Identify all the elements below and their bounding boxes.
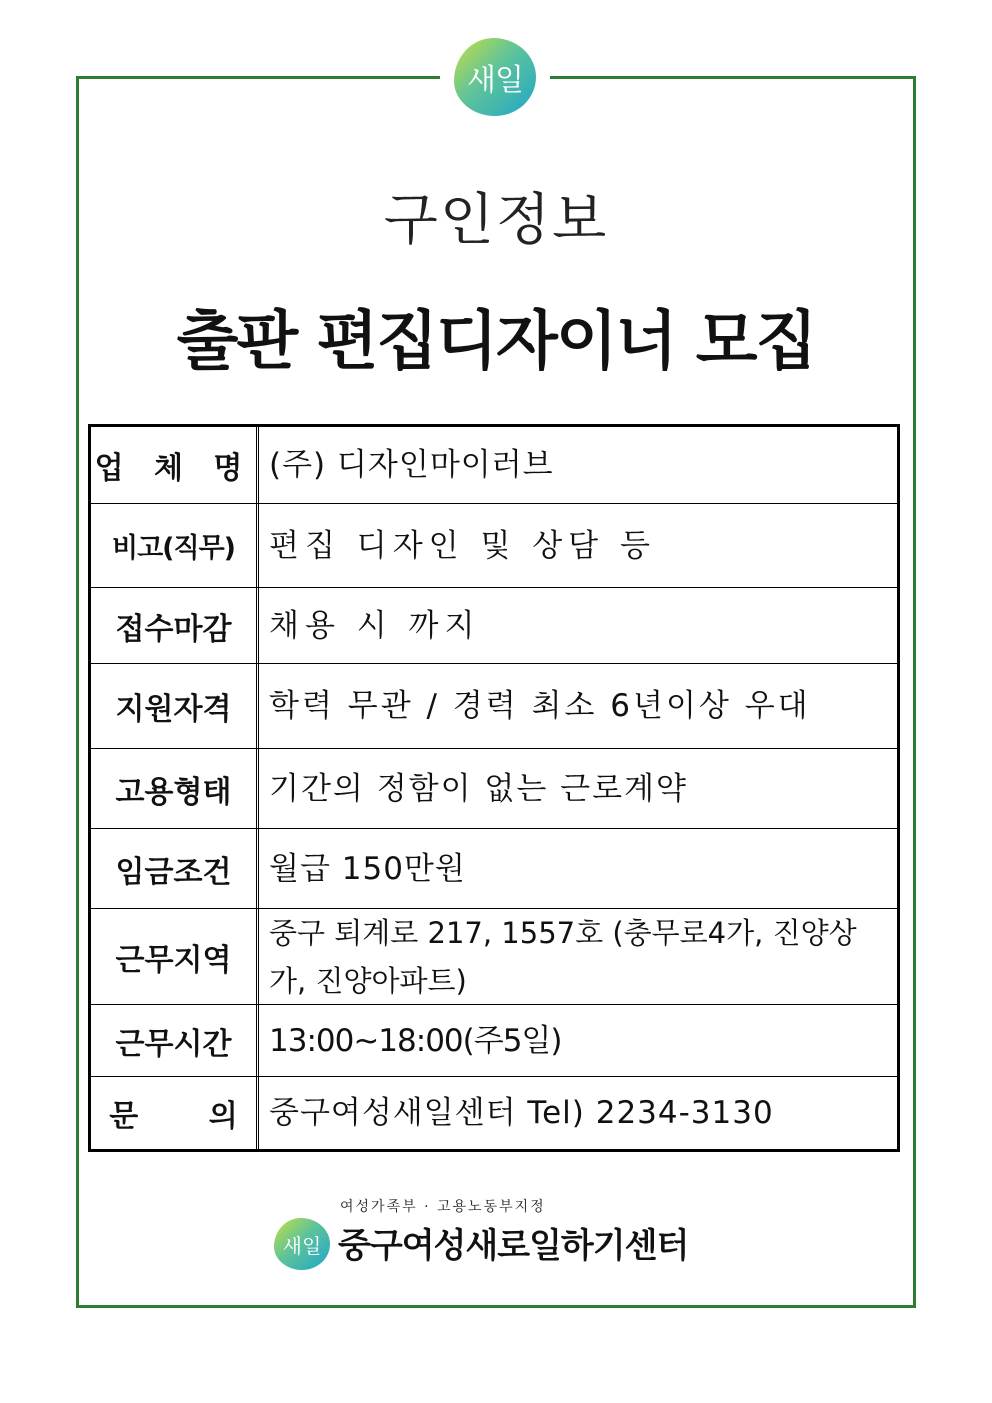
row-label: 비고(직무) — [91, 504, 259, 587]
table-row — [91, 588, 897, 664]
row-value: 기간의 정함이 없는 근로계약 — [269, 770, 688, 807]
page-subtitle: 구인정보 — [383, 188, 609, 253]
row-value: 중구여성새일센터 Tel) 2234-3130 — [269, 1095, 774, 1131]
row-label: 근무시간 — [91, 1005, 259, 1076]
row-label: 접수마감 — [91, 588, 259, 663]
row-label: 문 의 — [91, 1077, 259, 1149]
table-row — [91, 1005, 897, 1077]
row-label: 고용형태 — [91, 749, 259, 828]
footer-center-name: 중구여성새로일하기센터 — [338, 1226, 689, 1266]
table-row — [91, 504, 897, 588]
job-info-table — [88, 424, 900, 1152]
table-row — [91, 1077, 897, 1149]
page-title: 출판 편집디자이너 모집 — [176, 305, 816, 379]
table-row — [91, 664, 897, 749]
footer-ministry: 여성가족부 · 고용노동부지정 — [340, 1199, 546, 1215]
top-logo — [440, 36, 550, 118]
table-row — [91, 427, 897, 504]
row-value: 채용 시 까지 — [269, 607, 481, 644]
row-value: 편집 디자인 및 상담 등 — [269, 527, 656, 564]
table-row — [91, 909, 897, 1005]
row-value: 월급 150만원 — [269, 850, 466, 887]
row-label: 지원자격 — [91, 664, 259, 748]
row-value: (주) 디자인마이러브 — [269, 447, 554, 483]
saeil-logo-icon: 새일 — [274, 1218, 330, 1270]
row-label: 근무지역 — [91, 909, 259, 1004]
table-row — [91, 829, 897, 909]
table-row — [91, 749, 897, 829]
saeil-logo-icon: 새일 — [454, 38, 536, 116]
row-value: 13:00~18:00(주5일) — [269, 1022, 562, 1059]
row-value: 학력 무관 / 경력 최소 6년이상 우대 — [269, 688, 811, 724]
row-label: 임금조건 — [91, 829, 259, 908]
row-label: 업 체 명 — [91, 427, 259, 503]
footer — [272, 1196, 732, 1276]
row-value: 중구 퇴계로 217, 1557호 (충무로4가, 진양상가, 진양아파트) — [269, 915, 857, 998]
